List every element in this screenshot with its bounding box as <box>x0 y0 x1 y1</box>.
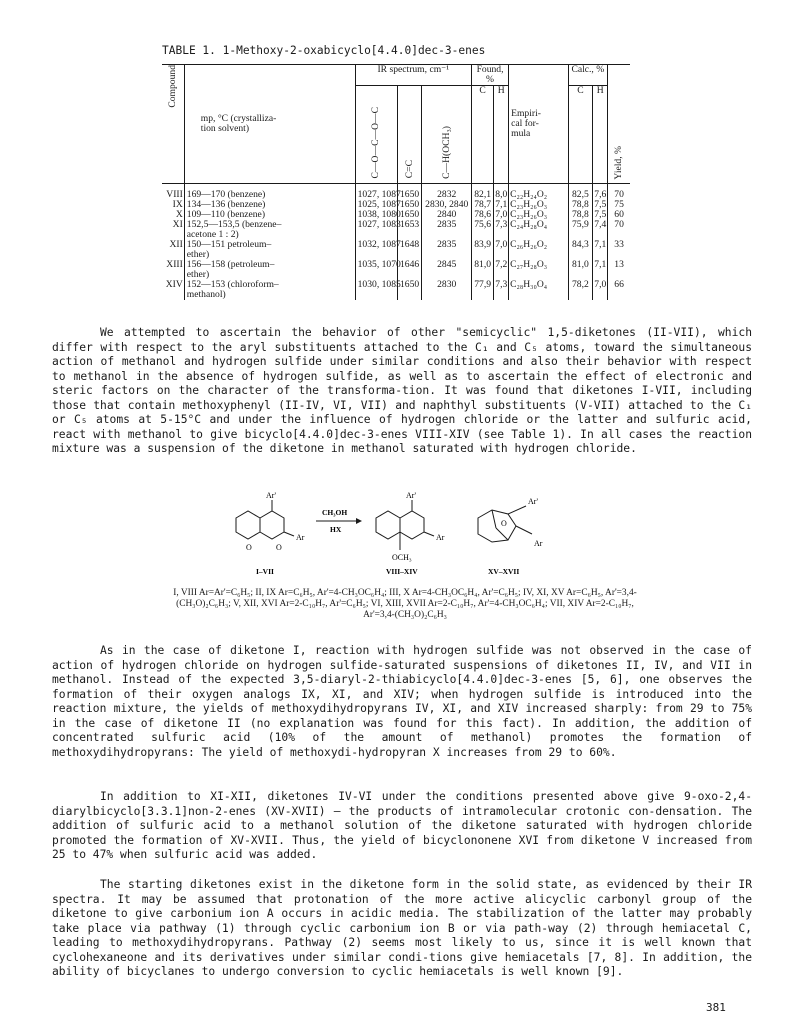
table-cell-fc: 78,7 <box>471 200 493 210</box>
table-cell-formula: C₂₄H₂₈O₄ <box>509 220 568 240</box>
table-cell-ir3: 2835 <box>422 240 472 260</box>
compound-legend: I, VIII Ar=Ar'=C₆H₅; II, IX Ar=C₆H₅, Ar'=4-CH₃OC₆H₄; III, X Ar=4-CH₃OC₆H₄, Ar'=C₆H₅; IV, XI, XV Ar=C₆H₅, Ar'=3,4-(CH₃O)₂C₆H₃; V, XII, XVI Ar=2-C₁₀H₇, Ar'=C₆H₅; VI, XIII, XVII Ar=2-C₁₀H₇, Ar'=4-CH₃OC₆H₄; VII, XIV Ar=2-C₁₀H₇, Ar'=3,4-(CH₃O)₂C₆H₃ <box>173 588 637 620</box>
table-cell-fc: 82,1 <box>471 184 493 200</box>
table-row <box>162 240 630 260</box>
table-cell-yield: 66 <box>608 280 630 300</box>
table-cell-fh: 7,2 <box>494 260 509 280</box>
table-cell-formula: C₂₃H₂₆O₃ <box>509 200 568 210</box>
table-cell-formula: C₂₆H₂₆O₂ <box>509 240 568 260</box>
table-cell-ir1: 1027, 1083 <box>355 220 397 240</box>
table-cell-ir1: 1038, 1080 <box>355 210 397 220</box>
table-cell-yield: 60 <box>608 210 630 220</box>
data-table <box>162 64 630 300</box>
table-row <box>162 260 630 280</box>
paragraph-3: In addition to XI-XII, diketones IV-VI under the conditions presented above give 9-oxo-2,4-diarylbicyclo[3.3.1]non-2-enes (XV-XVII) — the products of intramolecular crotonic con-densation. The addition of sulfuric acid to a methanol solution of the diketone saturated with hydrogen chloride promoted the formation of XV-XVII. Thus, the yield of bicyclononene XVI from diketone V increased from 25 to 47% when sulfuric acid was added. <box>52 790 759 861</box>
table-cell-ch: 7,4 <box>593 220 608 240</box>
table-cell-formula: C₂₇H₂₈O₃ <box>509 260 568 280</box>
table-cell-ir2: 1650 <box>397 280 422 300</box>
table-cell-yield: 70 <box>608 220 630 240</box>
table-cell-ir2: 1648 <box>397 240 422 260</box>
table-caption: TABLE 1. 1-Methoxy-2-oxabicyclo[4.4.0]dec-3-enes <box>162 44 486 57</box>
table-cell-ch: 7,1 <box>593 260 608 280</box>
header-ir: IR spectrum, cm⁻¹ <box>355 65 471 86</box>
diketone-structure <box>236 500 294 539</box>
table-cell-mp: 134—136 (benzene) <box>184 200 355 210</box>
table-cell-cc: 75,9 <box>568 220 593 240</box>
table-cell-fc: 83,9 <box>471 240 493 260</box>
table-cell-ir3: 2830, 2840 <box>422 200 472 210</box>
table-cell-yield: 33 <box>608 240 630 260</box>
table-cell-fc: 77,9 <box>471 280 493 300</box>
table-row <box>162 184 630 200</box>
table-cell-yield: 75 <box>608 200 630 210</box>
table-cell-fc: 78,6 <box>471 210 493 220</box>
header-calc: Calc., % <box>568 65 608 86</box>
table-cell-cc: 81,0 <box>568 260 593 280</box>
ar-label-2: Ar <box>436 533 445 542</box>
header-mp: mp, °C (crystalliza- tion solvent) <box>184 65 355 184</box>
header-ir-coc: C—O—C—O—C <box>355 86 397 182</box>
oxygen-label-1: O <box>246 543 252 552</box>
table-cell-cc: 82,5 <box>568 184 593 200</box>
table-cell-cc: 78,8 <box>568 210 593 220</box>
table-cell-ir2: 1650 <box>397 210 422 220</box>
header-yield: Yield, % <box>608 65 630 184</box>
table-cell-mp: 152,5—153,5 (benzene– acetone 1 : 2) <box>184 220 355 240</box>
header-found-h: H <box>494 86 509 182</box>
table-cell-fh: 7,3 <box>494 220 509 240</box>
table-cell-fh: 8,0 <box>494 184 509 200</box>
table-cell-ch: 7,6 <box>593 184 608 200</box>
table-cell-ir3: 2845 <box>422 260 472 280</box>
label-mid: VIII–XIV <box>386 567 418 576</box>
label-left: I–VII <box>256 567 274 576</box>
table-cell-ir3: 2840 <box>422 210 472 220</box>
table-cell-ir2: 1650 <box>397 184 422 200</box>
table-body <box>162 184 630 300</box>
table-cell-cc: 84,3 <box>568 240 593 260</box>
paragraph-1: We attempted to ascertain the behavior of other "semicyclic" 1,5-diketones (II-VII), which differ with respect to the aryl substituents attached to the C₁ and C₅ atoms, toward the simultaneous action of methanol and hydrogen sulfide under similar conditions and also their behavior with respect to methanol in the absence of hydrogen sulfide, as well as to ascertain the effect of electronic and steric factors on the character of the transforma-tion. It was found that diketones I-VII, including those that contain methoxyphenyl (II-IV, VI, VII) and naphthyl substituents (V-VII) attached to the C₁ or C₅ atoms at 5-15°C and under the influence of hydrogen chloride or the latter and sulfuric acid, react with methanol to give bicyclo[4.4.0]dec-3-enes VIII-XIV (see Table 1). In all cases the reaction mixture was a suspension of the diketone in methanol saturated with hydrogen chloride. <box>52 326 759 455</box>
table-cell-fh: 7,0 <box>494 240 509 260</box>
paragraph-4: The starting diketones exist in the diketone form in the solid state, as evidenced by their IR spectra. It may be assumed that protonation of the more active alicyclic carbonyl group of the diketone to give carbonium ion A occurs in acidic media. The stabilization of the latter may probably take place via pathway (1) through cyclic carbonium ion B or via path-way (2) through hemiacetal C, leading to methoxydihydropyrans. Pathway (2) seems most likely to us, since it is well known that cyclohexaneone and its derivatives under similar condi-tions give hemiacetals [7, 8]. In addition, the ability of bicyclanes to undergo conversion to cyclic hemiacetals is well known [9]. <box>52 878 759 978</box>
och3-label: OCH₃ <box>392 553 412 562</box>
reagent-bottom: HX <box>330 525 342 534</box>
table-cell-yield: 70 <box>608 184 630 200</box>
header-found-c: C <box>471 86 493 182</box>
ar-prime-label-3: Ar' <box>528 497 538 506</box>
table-cell-fh: 7,0 <box>495 209 508 220</box>
table-cell-ch: 7,5 <box>594 209 607 220</box>
methoxydihydropyran-structure <box>376 500 434 550</box>
table-cell-fc: 75,6 <box>471 220 493 240</box>
table-cell-mp: 152—153 (chloroform– methanol) <box>184 280 355 300</box>
table-cell-compound: IX <box>172 199 183 210</box>
table-row <box>162 220 630 240</box>
table-cell-fc: 81,0 <box>471 260 493 280</box>
table-cell-ir3: 2835 <box>422 220 472 240</box>
table-cell-compound: X <box>175 209 183 220</box>
table-cell-ir1: 1032, 1087 <box>355 240 397 260</box>
ar-prime-label-1: Ar' <box>266 491 276 500</box>
table-cell-mp: 150—151 petroleum– ether) <box>184 240 355 260</box>
ar-prime-label-2: Ar' <box>406 491 416 500</box>
table-cell-ir2: 1650 <box>397 200 422 210</box>
ar-label-3: Ar <box>534 539 543 548</box>
paragraph-2: As in the case of diketone I, reaction with hydrogen sulfide was not observed in the case of action of hydrogen chloride on hydrogen sulfide-saturated suspensions of diketones II, IV, and VII in methanol. Instead of the expected 3,5-diaryl-2-thiabicyclo[4.4.0]dec-3-enes [5, 6], one observes the formation of their oxygen analogs IX, XI, and XIV; when hydrogen sulfide is introduced into the reaction mixture, the yields of methoxydihydropyrans IV, XI, and XIV increased sharply: from 29 to 75% in the case of diketone II (no explanation was found for this fact). In addition, the addition of concentrated sulfuric acid (10% of the amount of methanol) promotes the formation of methoxydihydropyrans: The yield of methoxydi-hydropyran X increases from 29 to 60%. <box>52 644 759 759</box>
table-cell-cc: 78,2 <box>568 280 593 300</box>
header-found: Found, % <box>471 65 508 86</box>
header-formula: Empiri- cal for- mula <box>509 65 568 184</box>
table-cell-fh: 7,1 <box>495 199 508 210</box>
reagent-top: CH₃OH <box>322 508 348 517</box>
table-cell-ir3: 2830 <box>422 280 472 300</box>
table-cell-mp: 169—170 (benzene) <box>184 184 355 200</box>
table-cell-mp: 109—110 (benzene) <box>184 210 355 220</box>
page-number: 381 <box>706 1001 726 1014</box>
table-row <box>162 280 630 300</box>
oxygen-label-3: O <box>501 519 507 528</box>
table-cell-formula: C₂₂H₂₄O₂ <box>509 184 568 200</box>
header-compound: Compound <box>166 65 178 108</box>
table-cell-ch: 7,1 <box>593 240 608 260</box>
header-ir-cc: C=C <box>397 86 422 182</box>
table-cell-ir3: 2832 <box>422 184 472 200</box>
table-cell-ch: 7,5 <box>594 199 607 210</box>
table-cell-formula: C₂₈H₃₀O₄ <box>509 280 568 300</box>
table-cell-cc: 78,8 <box>568 200 593 210</box>
table-cell-ir1: 1025, 1087 <box>355 200 397 210</box>
table-cell-ir1: 1027, 1087 <box>355 184 397 200</box>
label-right: XV–XVII <box>488 567 520 576</box>
table-cell-mp: 156—158 (petroleum– ether) <box>184 260 355 280</box>
header-ir-ch: C—H(OCH₃) <box>422 86 472 182</box>
table-cell-formula: C₂₃H₂₆O₃ <box>509 210 568 220</box>
table-cell-ir2: 1653 <box>397 220 422 240</box>
ar-label-1: Ar <box>296 533 305 542</box>
table-cell-compound: VIII <box>166 189 183 200</box>
table-cell-compound: XIV <box>165 279 183 290</box>
table-cell-fh: 7,3 <box>494 280 509 300</box>
table-cell-ir1: 1030, 1085 <box>355 280 397 300</box>
oxygen-label-2: O <box>276 543 282 552</box>
table-cell-ir1: 1035, 1070 <box>355 260 397 280</box>
reaction-scheme <box>216 488 586 580</box>
table-cell-compound: XIII <box>166 259 183 270</box>
table-cell-ch: 7,0 <box>593 280 608 300</box>
table-cell-yield: 13 <box>608 260 630 280</box>
header-calc-h: H <box>593 86 608 182</box>
header-calc-c: C <box>568 86 593 182</box>
table-cell-compound: XI <box>172 219 183 230</box>
table-cell-compound: XII <box>169 239 183 250</box>
table-cell-ir2: 1646 <box>397 260 422 280</box>
